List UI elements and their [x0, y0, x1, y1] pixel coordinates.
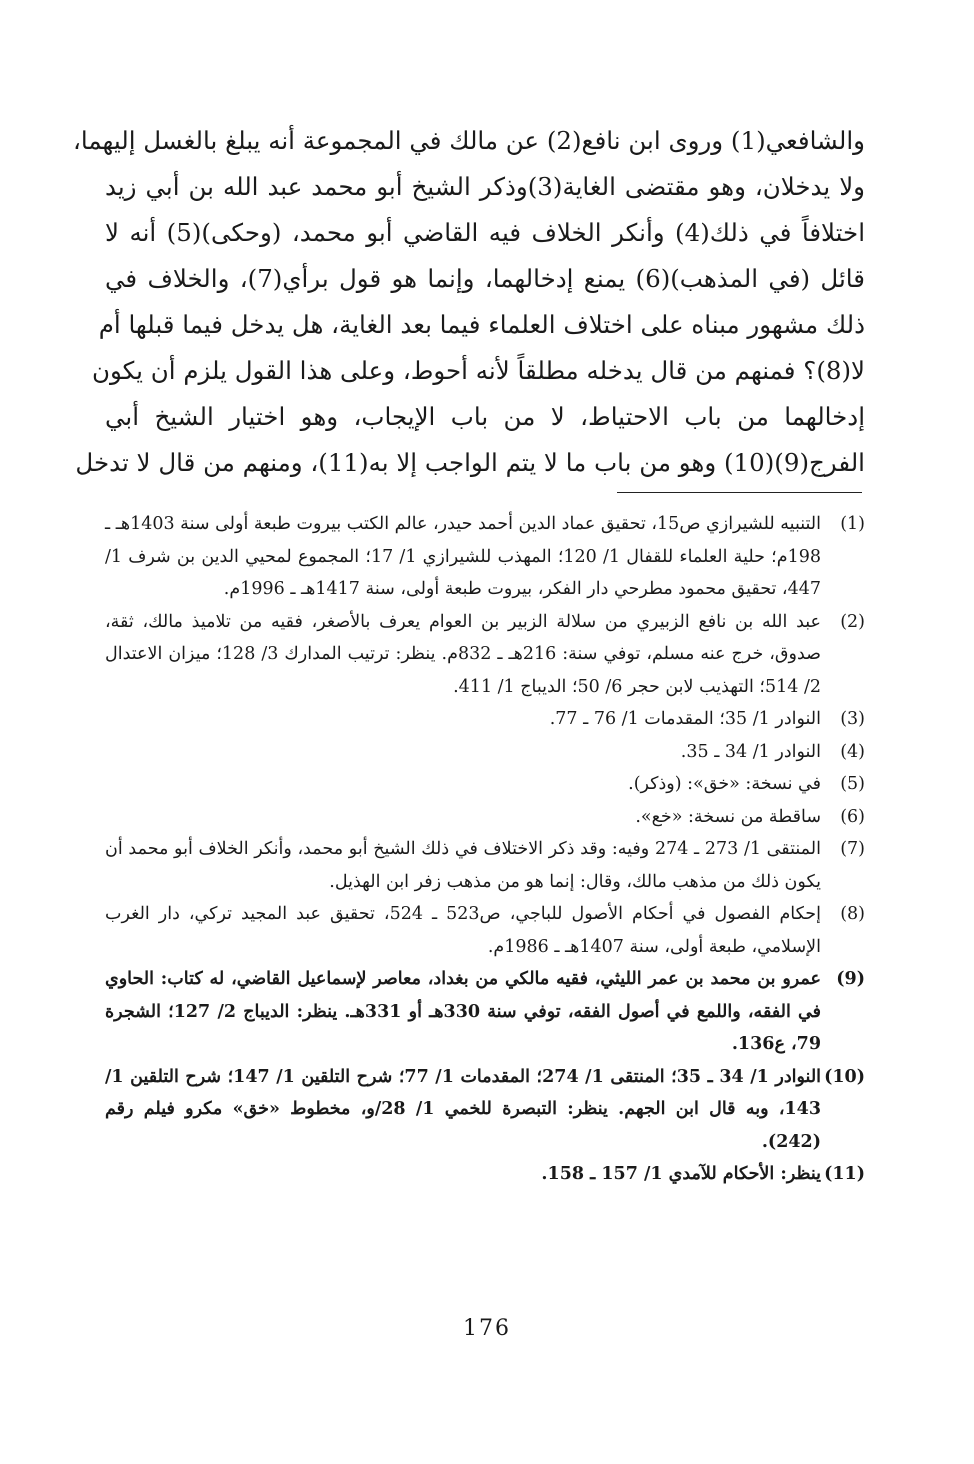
footnotes-list	[105, 508, 865, 1191]
footnote-item	[105, 768, 865, 801]
footnote-text: التنبيه للشيرازي ص15، تحقيق عماد الدين أحمد حيدر، عالم الكتب بيروت طبعة أولى سنة 1403هـ ـ 198م؛ حلية العلماء للقفال 1/ 120؛ المهذب للشيرازي 1/ 17؛ المجموع لمحيي الدين بن شرف 1/ 447، تحقيق محمود مطرحي دار الفكر، بيروت طبعة أولى، سنة 1417هـ ـ 1996م.	[105, 514, 821, 599]
footnote-number: (7)	[840, 839, 865, 859]
footnote-item	[105, 963, 865, 1061]
footnote-item	[105, 1158, 865, 1191]
footnote-number: (10)	[824, 1066, 865, 1087]
footnote-item	[105, 508, 865, 606]
main-text-line: لا(8)؟ فمنهم من قال يدخله مطلقاً لأنه أحوط، وعلى هذا القول يلزم أن يكون	[91, 356, 865, 385]
main-text-line: ذلك مشهور مبناه على اختلاف العلماء فيما بعد الغاية، هل يدخل فيما قبلها أم	[98, 310, 865, 339]
footnote-number: (8)	[840, 904, 865, 924]
footnote-number: (11)	[824, 1164, 865, 1184]
footnote-text: عمرو بن محمد بن عمر الليثي، فقيه مالكي من بغداد، معاصر لإسماعيل القاضي، له كتاب: الحاوي في الفقه، واللمع في أصول الفقه، توفي سنة 330هـ أو 331هـ. ينظر: الديباج 2/ 127؛ الشجرة 79، ع136.	[105, 969, 822, 1054]
main-text-line: اختلافاً في ذلك(4) وأنكر الخلاف فيه القاضي أبو محمد، (وحكى)(5) أنه لا	[105, 218, 866, 247]
footnote-number: (2)	[840, 611, 865, 632]
footnote-separator	[617, 492, 862, 493]
footnote-number: (1)	[840, 514, 865, 534]
footnote-item	[105, 606, 865, 704]
footnote-text: المنتقى 1/ 273 ـ 274 وفيه: وقد ذكر الاختلاف في ذلك الشيخ أبو محمد، وأنكر الخلاف أبو محمد أن يكون ذلك من مذهب مالك، وقال: إنما هو من مذهب زفر ابن الهذيل.	[105, 839, 821, 892]
footnote-text: في نسخة: «خق»: (وذكر).	[628, 774, 821, 794]
footnote-number: (4)	[840, 741, 865, 762]
main-text-line: والشافعي(1) وروى ابن نافع(2) عن مالك في المجموعة أنه يبلغ بالغسل إليهما،	[73, 126, 865, 155]
main-text-line: الفرج(9)(10) وهو من باب ما لا يتم الواجب إلا به(11)، ومنهم من قال لا تدخل	[75, 448, 865, 477]
footnote-text: النوادر 1/ 34 ـ 35؛ المنتقى 1/ 274؛ المقدمات 1/ 77؛ شرح التلقين 1/ 147؛ شرح التلقين 1/ 143، وبه قال ابن الجهم. ينظر: التبصرة للخمي 1/ 28/و، مخطوط «خق» مكرو فيلم رقم (242).	[105, 1066, 822, 1152]
footnote-number: (9)	[836, 969, 865, 989]
footnote-item	[105, 801, 865, 834]
page-number: 176	[463, 1316, 511, 1341]
footnote-item	[105, 1061, 865, 1159]
footnote-text: إحكام الفصول في أحكام الأصول للباجي، ص523 ـ 524، تحقيق عبد المجيد تركي، دار الغرب الإسلامي، طبعة أولى، سنة 1407هـ ـ 1986م.	[105, 904, 821, 957]
footnote-item	[105, 833, 865, 898]
footnote-text: النوادر 1/ 34 ـ 35.	[680, 741, 821, 762]
main-text-line: إدخالهما من باب الاحتياط، لا من باب الإيجاب، وهو اختيار الشيخ أبي	[105, 402, 865, 431]
footnote-number: (5)	[840, 774, 865, 794]
footnote-item	[105, 703, 865, 736]
main-text-block	[73, 118, 866, 486]
footnote-number: (6)	[840, 806, 865, 827]
main-text-line: ولا يدخلان، وهو مقتضى الغاية(3)وذكر الشيخ أبو محمد عبد الله بن أبي زيد	[105, 172, 865, 201]
footnote-item	[105, 736, 865, 769]
footnote-text: ينظر: الأحكام للآمدي 1/ 157 ـ 158.	[541, 1164, 821, 1184]
main-text-line: قائل (في المذهب)(6) يمنع إدخالهما، وإنما هو قول برأي(7)، والخلاف في	[105, 264, 865, 293]
footnote-text: عبد الله بن نافع الزبيري من سلالة الزبير بن العوام يعرف بالأصغر، فقيه من تلاميذ مالك، ثقة، صدوق، خرج عنه مسلم، توفي سنة: 216هـ ـ 832م. ينظر: ترتيب المدارك 3/ 128؛ ميزان الاعتدال 2/ 514؛ التهذيب لابن حجر 6/ 50؛ الديباج 1/ 411.	[105, 611, 821, 697]
footnote-item	[105, 898, 865, 963]
footnote-number: (3)	[840, 709, 865, 729]
footnote-text: النوادر 1/ 35؛ المقدمات 1/ 76 ـ 77.	[549, 709, 821, 729]
footnote-text: ساقطة من نسخة: «خع».	[635, 806, 821, 827]
